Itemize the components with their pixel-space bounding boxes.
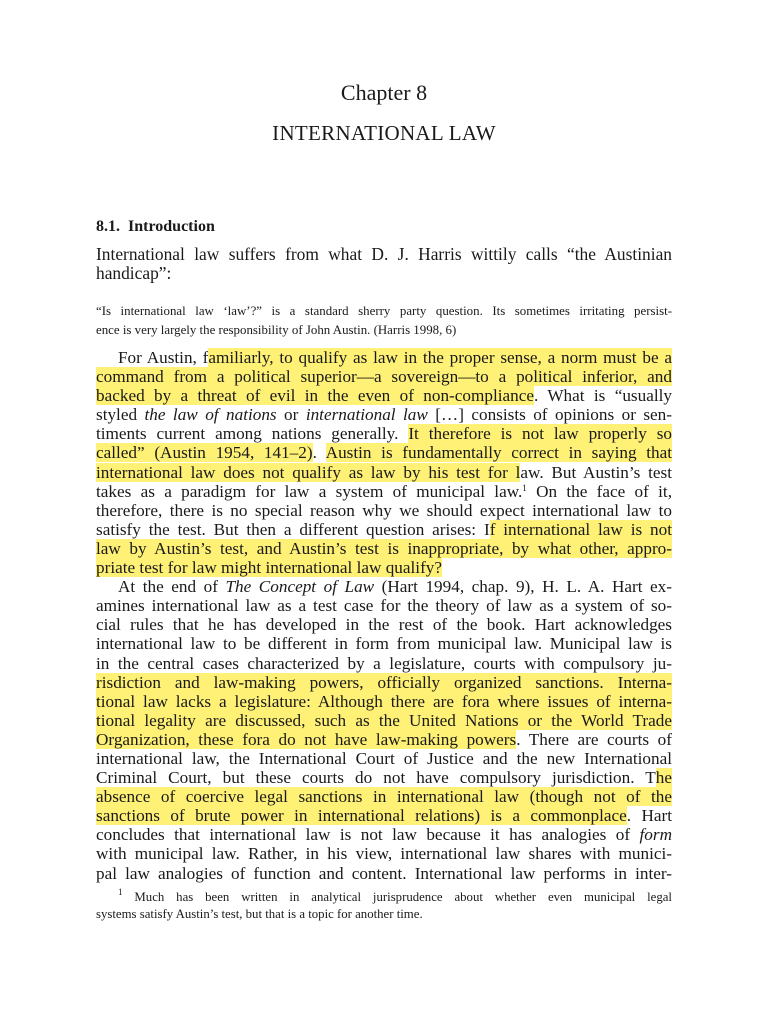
highlighted-text: priate test for law might international law qualify? <box>96 558 443 578</box>
body-line: international law to be different in form from municipal law. Municipal law is <box>96 634 672 654</box>
body-text: . <box>312 443 326 463</box>
italic-text: international law <box>305 405 428 425</box>
body-text: . Hart <box>626 806 672 826</box>
highlighted-text: command from a political superior—a sovereign—to a political inferior, and <box>96 367 672 387</box>
chapter-title: INTERNATIONAL LAW <box>272 121 496 145</box>
body-line: pal law analogies of function and content. International law performs in inter- <box>96 863 672 883</box>
highlighted-text: international law does not qualify as law by his test for l <box>96 462 521 482</box>
highlighted-text: amiliarly, to qualify as law in the proper sense, a norm must be a <box>208 348 672 367</box>
intro-line: handicap”: <box>96 263 172 284</box>
body-line: cial rules that he has developed in the rest of the book. Hart acknowledges <box>96 615 672 635</box>
body-text: aw. But Austin’s test <box>520 462 672 482</box>
body-line <box>96 348 672 367</box>
body-line <box>96 577 672 596</box>
body-line <box>96 482 672 501</box>
section-heading <box>96 217 215 237</box>
body-text: […] consists of opinions or sen- <box>427 405 672 425</box>
footnote-text: Much has been written in analytical jurisprudence about whether even municipal legal <box>122 890 672 904</box>
body-line <box>96 386 672 405</box>
highlighted-text: risdiction and law-making powers, officially organized sanctions. Interna- <box>96 672 672 692</box>
body-text: Criminal Court, but these courts do not have compulsory jurisdiction. T <box>96 768 656 788</box>
highlighted-text: tional legality are discussed, such as the United Nations or the World Trade <box>96 710 672 730</box>
body-line: in the central cases characterized by a legislature, courts with compulsory ju- <box>96 653 672 673</box>
italic-text: form <box>639 825 672 845</box>
body-text: . What is “usually <box>534 386 672 406</box>
highlighted-text: he <box>655 768 672 788</box>
body-text: For Austin, f <box>118 348 209 367</box>
quote-line: ence is very largely the responsibility of John Austin. (Harris 1998, 6) <box>96 322 457 337</box>
body-text: At the end of <box>118 577 226 597</box>
chapter-number: Chapter 8 <box>340 80 428 105</box>
body-line: therefore, there is no special reason why we should expect international law to <box>96 500 672 520</box>
highlighted-text: f international law is not <box>489 519 673 539</box>
body-line <box>96 825 672 844</box>
body-line <box>96 730 672 749</box>
quote-line: “Is international law ‘law’?” is a standard sherry party question. Its sometimes irritating persist- <box>96 304 672 318</box>
body-line <box>96 443 672 462</box>
body-line <box>96 711 672 730</box>
section-title: Introduction <box>128 218 215 235</box>
body-line <box>96 463 672 482</box>
body-line <box>96 424 672 443</box>
footnote-line <box>96 889 672 906</box>
highlighted-text: backed by a threat of evil in the even of non-compliance <box>96 386 534 406</box>
italic-text: The Concept of Law <box>225 577 375 597</box>
body-line <box>96 806 672 825</box>
body-line <box>96 787 672 806</box>
highlighted-text: sanctions of brute power in international relations) is a commonplace <box>96 806 627 826</box>
body-line <box>96 539 672 558</box>
body-line <box>96 520 672 539</box>
body-line <box>96 405 672 424</box>
body-text: concludes that international law is not law because it has analogies of <box>96 825 640 845</box>
body-text: . There are courts of <box>516 729 672 749</box>
body-line <box>96 768 672 787</box>
body-text: (Hart 1994, chap. 9), H. L. A. Hart ex- <box>374 577 672 597</box>
footnote-marker: 1 <box>118 887 123 897</box>
intro-line: International law suffers from what D. J. Harris wittily calls “the Austinian <box>96 244 672 264</box>
block-quote <box>96 302 672 339</box>
highlighted-text: It therefore is not law properly so <box>408 424 672 444</box>
italic-text: the law of nations <box>144 405 277 425</box>
highlighted-text: law by Austin’s test, and Austin’s test is inappropriate, by what other, appro- <box>96 538 672 558</box>
footnote-line: systems satisfy Austin’s test, but that is a topic for another time. <box>96 907 423 921</box>
highlighted-text: tional law lacks a legislature: Although there are fora where issues of interna- <box>96 691 672 711</box>
body-line: amines international law as a test case for the theory of law as a system of so- <box>96 596 672 616</box>
body-text: styled <box>96 405 145 425</box>
body-text: or <box>276 405 306 425</box>
footnote-reference[interactable]: 1 <box>522 482 527 493</box>
main-body <box>96 348 672 883</box>
highlighted-text: called” (Austin 1954, 141–2) <box>96 443 313 463</box>
intro-paragraph <box>96 245 672 283</box>
body-line <box>96 673 672 692</box>
body-text: takes as a paradigm for law a system of municipal law. <box>96 481 523 501</box>
section-number: 8.1. <box>96 218 120 235</box>
body-text: satisfy the test. But then a different question arises: I <box>96 519 490 539</box>
footnote <box>96 889 672 923</box>
highlighted-text: absence of coercive legal sanctions in international law (though not of the <box>96 787 672 807</box>
highlighted-text: Organization, these fora do not have law-making powers <box>96 729 517 749</box>
body-text: On the face of it, <box>526 481 672 501</box>
body-line <box>96 558 672 577</box>
body-line: international law, the International Court of Justice and the new International <box>96 748 672 768</box>
highlighted-text: Austin is fundamentally correct in saying that <box>325 443 672 463</box>
body-line: with municipal law. Rather, in his view, international law shares with munici- <box>96 844 672 864</box>
body-text: timents current among nations generally. <box>96 424 409 444</box>
body-line <box>96 367 672 386</box>
body-line <box>96 692 672 711</box>
